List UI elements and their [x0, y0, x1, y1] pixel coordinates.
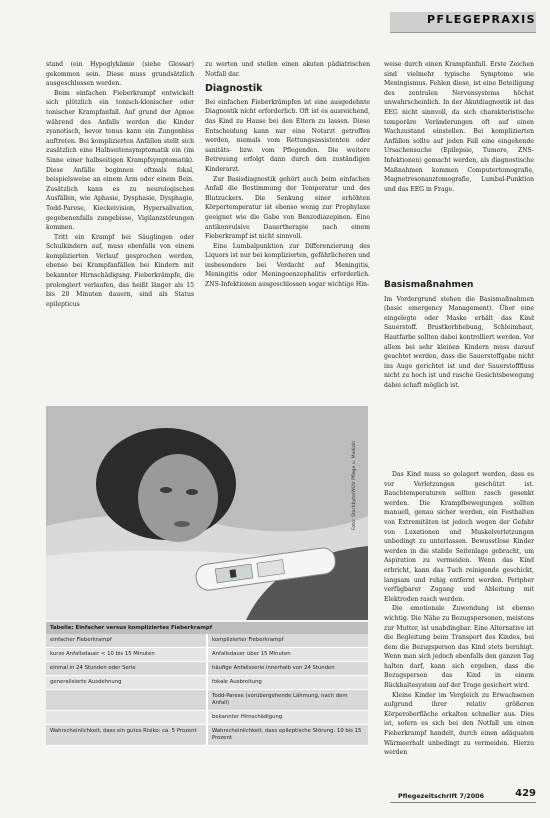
table-cell: generalisierte Ausdehnung	[46, 676, 208, 689]
table-row	[46, 648, 368, 662]
table-row	[46, 634, 368, 648]
heading-diagnostik: Diagnostik	[205, 83, 263, 95]
column-3	[384, 60, 534, 194]
page-number: 429	[515, 788, 536, 799]
paragraph: Die emotionale Zuwendung ist ebenso wichtig. Die Nähe zu Bezugspersonen, meistens zur Mutter, ist unabdingbar. Eine Alternative ist die Begleitung beim Transport des Kindes, bei dem die Bezugsperson das Kind stets beruhigt. Wenn man sich jedoch ebenfalls den ganzen Tag halten darf, kann sich ergeben, dass die Bezugsperson das Kind in einem Rückhaltesystem auf der Trage gesichert wird.	[384, 605, 534, 690]
column-1	[46, 60, 194, 309]
table-row	[46, 725, 368, 746]
table-cell: kurze Anfallsdauer < 10 bis 15 Minuten	[46, 648, 208, 661]
paragraph: Tritt ein Krampf bei Säuglingen oder Schulkindern auf, muss ebenfalls von einem komplizierten Verlauf gesprochen werden, ebenso bei Krampfanfällen bei Kindern mit bekannter Hirnschädigung. Fieberkrämpfe, die prolongiert verlaufen, das heißt länger als 15 bis 20 Minuten dauern, sind als Status epilepticus	[46, 233, 194, 308]
paragraph: Beim einfachen Fieberkrampf entwickelt sich plötzlich ein tonisch-klonischer oder tonischer Krampfanfall. Auf grund der Apnoe während des Anfalls werden die Kinder zyanotisch, bevor tonus kann ein Zungenbiss auftreten. Bei komplizierten Anfällen stellt sich zusätzlich eine Halbseitensymptomatik ein (im Sinne einer halbseitigen Krampfsymptomatik). Diese Anfälle beginnen oftmals fokal, beispielsweise an einem Arm oder einem Bein. Zusätzlich kann es zu neurologischen Ausfällen, wie Aphasie, Dysphasie, Dysphagie, Todd-Parese, Kieckeivision, Hypersalivation, gegebenenfalls zungebisse, Vigilanzstörungen kommen.	[46, 89, 194, 232]
table-cell: einmal in 24 Stunden oder Serie	[46, 662, 208, 675]
section-title: PFLEGEPRAXIS	[427, 13, 536, 26]
comparison-table	[46, 622, 368, 746]
table-cell: Anfallsdauer über 15 Minuten	[212, 651, 291, 657]
column-3b	[384, 276, 534, 391]
photo-illustration	[46, 406, 368, 620]
paragraph: Eine Lumbalpunktion zur Differenzierung des Liquors ist nur bei komplizierten, gefährlicheren und insbesondere bei Verdacht auf Meningitis, Meningitis oder Meningoenzephalitis erforderlich. ZNS-Infektionen ausgeschlossen sogar wichtige Hin-	[205, 242, 370, 289]
column-2	[205, 60, 370, 290]
paragraph: stand (ein Hypoglykämie (siehe Glossar) gekommen sein. Diese muss grundsätzlich ausgeschlossen werden.	[46, 61, 194, 88]
table-cell: Wahrscheinlichkeit, dass ein gutes Risiko: ca. 5 Prozent	[46, 725, 208, 745]
table-cell: fokale Ausbreitung	[212, 679, 262, 685]
journal-footer: Pflegezeitschrift 7/2006	[398, 792, 485, 800]
table-cell: bekannter Hirnschädigung	[212, 714, 283, 720]
column-3c	[384, 470, 534, 758]
table-cell: einfacher Fieberkrampf	[46, 634, 208, 647]
table-caption: Tabelle: Einfacher versus kompliziertes Fieberkrampf	[46, 622, 368, 634]
table-row	[46, 711, 368, 725]
footer-rule	[390, 802, 536, 803]
table-cell	[46, 690, 208, 710]
paragraph: weise durch einen Krampfanfall. Erste Zeichen sind vielmehr typische Symptome wie Meningismus. Fehlen diese, ist eine Beteiligung des zentralen Nervensystems höchst unwahrscheinlich. In der Akutdiagnostik ist das EEG nicht sinnvoll, da sich charakteristische temporäre Veränderungen oft auf einen Wachzustand einstellen. Bei komplizierten Anfällen sollte auf jeden Fall eine eingehende Ursachensuche (Epilepsie, Tumore, ZNS-Infektionen) gemacht werden, als diagnostische Maßnahmen kommen Computertomografie, Magnetresonanztomografie, Lumbal-Punktion und das EEG in Frage.	[384, 61, 534, 193]
table-cell: häufige Anfallsserie innerhalb von 24 Stunden	[212, 665, 335, 671]
paragraph: Zur Basisdiagnostik gehört auch beim einfachen Anfall die Bestimmung der Temperatur und des Blutzuckers. Die Senkung einer erhöhten Körpertemperatur ist ebenso wenig zur Prophylaxe geeignet wie die Gabe von Benzodiazepinen. Eine antikonvulsive Dauertherapie nach einem Fieberkrampf ist nicht sinnvoll.	[205, 175, 370, 241]
paragraph: Im Vordergrund stehen die Basismaßnahmen (basic emergency Management). Über eine eingelegte oder Maske erhält das Kind Sauerstoff. Brustkorbhebung, Schleimhaut, Hautfarbe sollten dabei kontrolliert werden. Vor allem bei sehr kleinen Kindern muss darauf geachtet werden, dass die Sauerstoffgabe nicht ins Auge gerichtet ist und der Sauerstofffluss nicht zu hoch ist und rasche Gesichtsbewegung dabei schaft möglich ist.	[384, 295, 534, 389]
paragraph: Das Kind muss so gelagert werden, dass es vor Verletzungen geschützt ist. Bauchtemperaturen sollten rasch gesenkt werden. Die Krampfbewegungen sollten manuell, genau sicher werden, ein Festhalten von Extremitäten ist jedoch wegen der Gefahr von Luxationen und Muskelverletzungen unbedingt zu unterlassen. Bewusstlose Kinder werden in die stabile Seitenlage gebracht, um Aspiration zu vermeiden. Wenn das Kind erbricht, kann das Tuch reinigende geschickt, langsam und ruhig entfernt werden. Peripher verfügbarer Zugang und Ableitung mit Elektroden rasch werden.	[384, 471, 534, 603]
table-row	[46, 676, 368, 690]
table-row	[46, 690, 368, 711]
photo-credit: Foto: Stockbyte/WDV Pflege u. Medizin	[352, 440, 357, 530]
table-cell: komplizierter Fieberkrampf	[212, 637, 284, 643]
table-row	[46, 662, 368, 676]
paragraph: Kleine Kinder im Vergleich zu Erwachsenen aufgrund ihrer relativ größeren Körperoberfläche erkalten schneller aus. Dies ist, sofern es sich bei den Notfall um einen Fieberkrampf handelt, durch einen adäquaten Wärmeerhalt unbedingt zu vermeiden. Hierzu werden	[384, 691, 534, 757]
paragraph: Bei einfachen Fieberkrämpfen ist eine ausgedehnte Diagnostik nicht erforderlich. Oft ist es ausreichend, das Kind zu Hause bei den Eltern zu lassen. Diese Entscheidung kann nur eine Notarzt getroffen werden, niemals vom Rettungsassistenten oder sanitäts- bzw. vom Pflegenden. Die weitere Betreuung erfolgt dann durch den zuständigen Kinderarzt.	[205, 98, 370, 173]
table-cell: Wahrscheinlichkeit, dass epileptische Störung: 10 bis 15 Prozent	[212, 728, 362, 741]
heading-basismassnahmen: Basismaßnahmen	[384, 280, 474, 290]
table-cell	[46, 711, 208, 724]
paragraph: zu werten und stellen einen akuten pädiatrischen Notfall dar.	[205, 61, 370, 78]
photo-child-thermometer	[46, 406, 368, 620]
table-cell: Todd-Parese (vorübergehende Lähmung, nach dem Anfall)	[212, 693, 348, 706]
